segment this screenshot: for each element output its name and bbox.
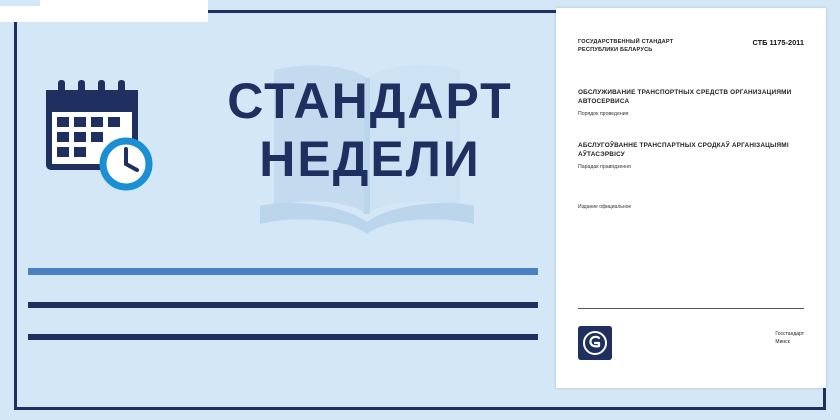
frame-notch-top (40, 0, 208, 22)
document-subtitle-ru: Порядок проведения (578, 111, 629, 117)
divider-rule-1 (28, 302, 538, 308)
document-authority-line-1: ГОСУДАРСТВЕННЫЙ СТАНДАРТ (578, 39, 674, 45)
document-title-be: АБСЛУГОЎВАННЕ ТРАНСПАРТНЫХ СРОДКАЎ АРГАНІЗАЦЫЯМІ АЎТАСЭРВІСУ (578, 142, 789, 158)
document-divider (578, 308, 804, 309)
frame-notch-left (0, 6, 52, 22)
document-publisher (775, 326, 804, 346)
headline-line-1: СТАНДАРТ (227, 73, 513, 129)
gosstandart-emblem-icon (578, 326, 612, 360)
document-footer (578, 326, 804, 360)
divider-rule-2 (28, 334, 538, 340)
standard-document-page (556, 8, 826, 388)
document-title-be-block (578, 141, 804, 170)
document-title-ru-block (578, 88, 804, 117)
document-authority (578, 38, 673, 54)
publisher-name: Госстандарт (775, 331, 804, 337)
headline-line-2: НЕДЕЛИ (259, 131, 481, 187)
document-subtitle-be: Парадак правядзення (578, 164, 631, 170)
calendar-clock-icon (40, 78, 160, 196)
accent-rule (28, 268, 538, 275)
official-edition-note: Издание официальное (578, 204, 632, 210)
document-title-ru: ОБСЛУЖИВАНИЕ ТРАНСПОРТНЫХ СРЕДСТВ ОРГАНИЗАЦИЯМИ АВТОСЕРВИСА (578, 89, 792, 105)
page-title (180, 72, 560, 188)
standard-code: СТБ 1175-2011 (752, 38, 804, 47)
document-authority-line-2: РЕСПУБЛИКИ БЕЛАРУСЬ (578, 47, 653, 53)
publisher-city: Минск (775, 339, 790, 345)
document-header (578, 38, 804, 54)
